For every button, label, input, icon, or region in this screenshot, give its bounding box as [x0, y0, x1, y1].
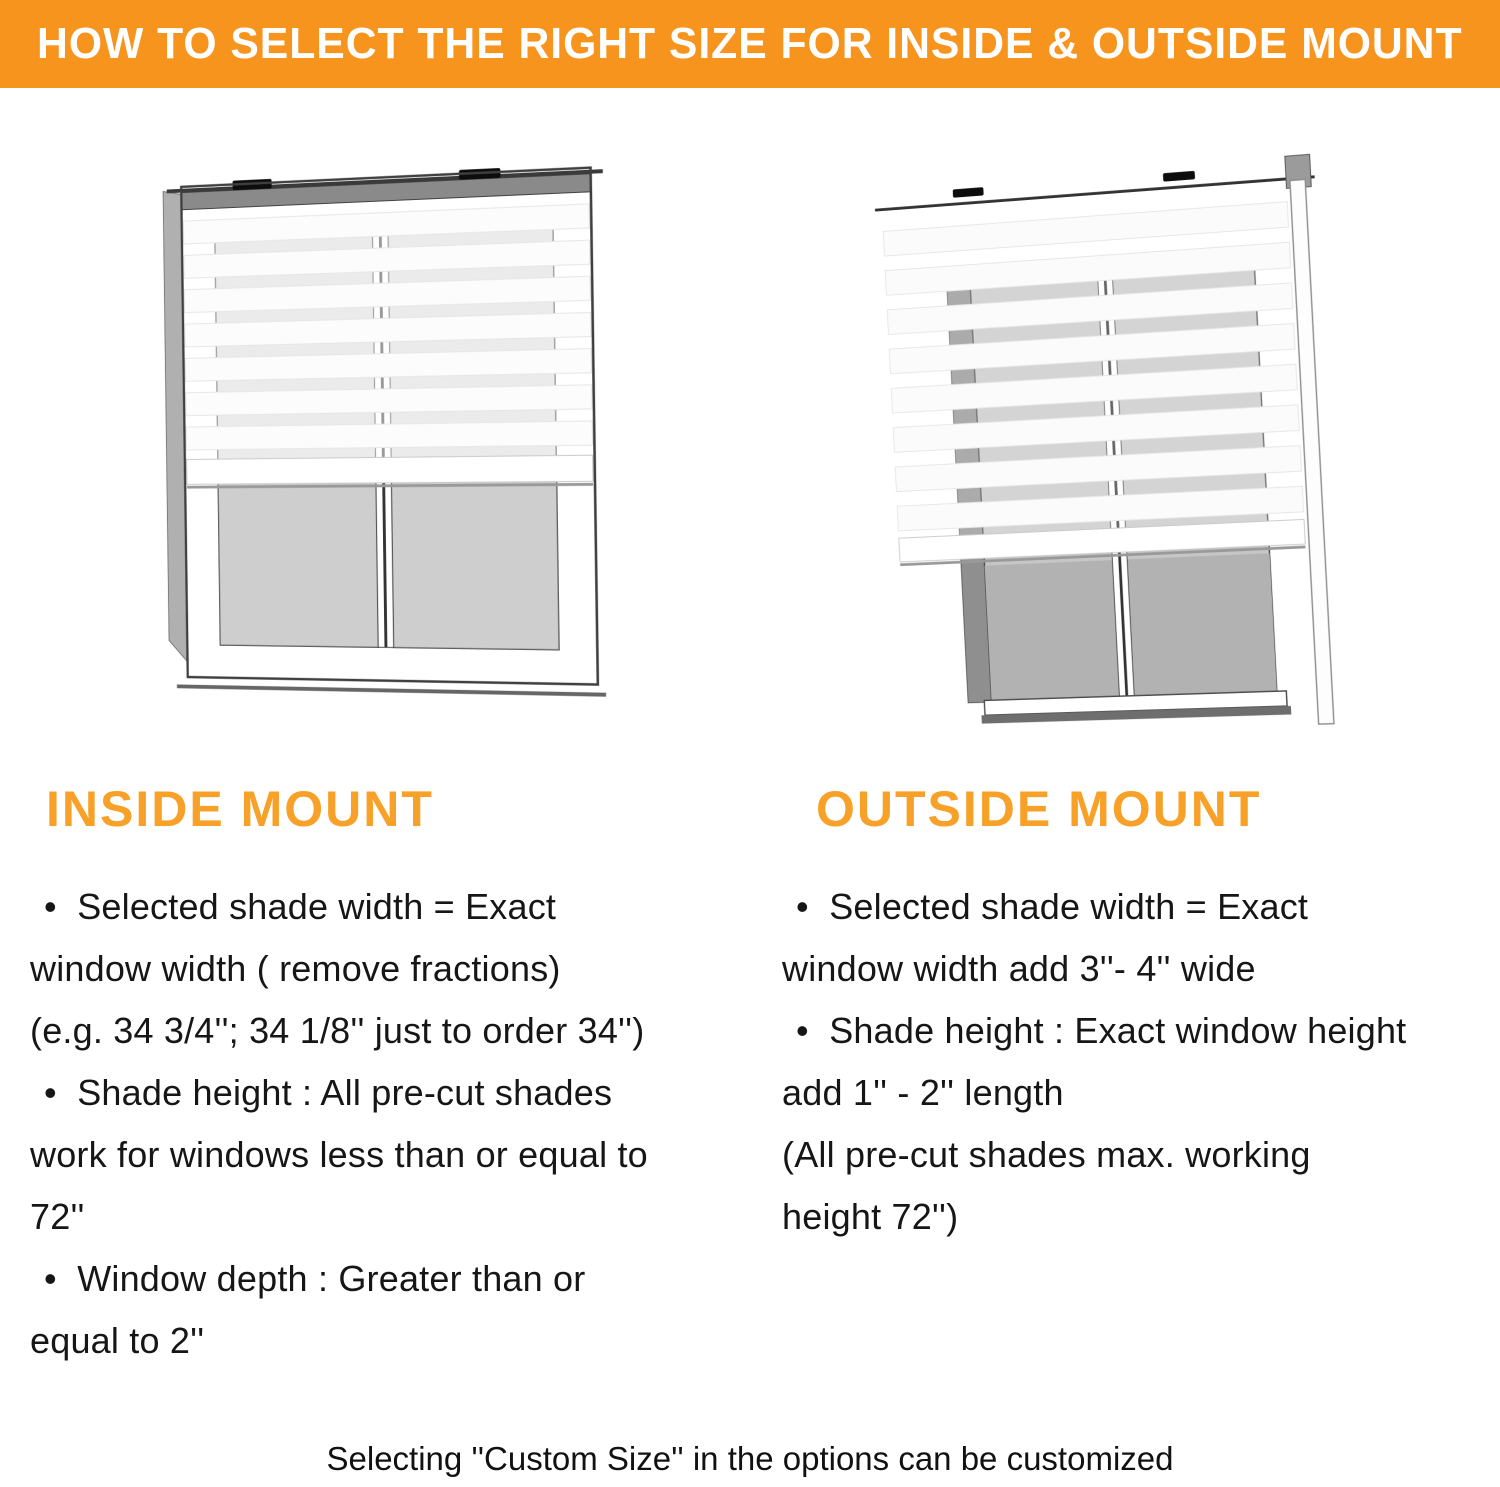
- zebra-shade: [183, 196, 593, 487]
- bullet-line: • Shade height : All pre-cut shades: [44, 1072, 613, 1113]
- footer-note: Selecting ''Custom Size'' in the options can be customized: [326, 1440, 1174, 1477]
- outside-mount-window-drawing: [864, 124, 1357, 772]
- inside-mount-window-drawing: [159, 140, 619, 713]
- footer: [0, 1440, 1500, 1478]
- text-line: equal to 2'': [30, 1320, 205, 1361]
- inside-mount-heading: INSIDE MOUNT: [46, 781, 434, 837]
- bullet-line: • Shade height : Exact window height: [796, 1010, 1407, 1051]
- outside-mount-heading: OUTSIDE MOUNT: [816, 781, 1262, 837]
- text-line: add 1'' - 2'' length: [782, 1072, 1064, 1113]
- header-banner: [0, 0, 1500, 88]
- text-line: work for windows less than or equal to: [30, 1134, 648, 1175]
- inside-mount-window-illustration: [159, 140, 619, 713]
- bullet-line: • Selected shade width = Exact: [44, 886, 557, 927]
- bullet-line: • Window depth : Greater than or: [44, 1258, 586, 1299]
- text-line: (e.g. 34 3/4''; 34 1/8'' just to order 34''): [30, 1010, 645, 1051]
- outside-mount-instructions: [782, 876, 1482, 1248]
- text-line: window width ( remove fractions): [30, 948, 561, 989]
- inside-mount-instructions: [30, 876, 750, 1372]
- text-line: window width add 3''- 4'' wide: [782, 948, 1256, 989]
- outside-mount-window-illustration: [864, 124, 1357, 772]
- text-line: 72'': [30, 1196, 85, 1237]
- bullet-line: • Selected shade width = Exact: [796, 886, 1309, 927]
- zebra-shade: [883, 200, 1305, 565]
- text-line: height 72''): [782, 1196, 959, 1237]
- page-title: HOW TO SELECT THE RIGHT SIZE FOR INSIDE & OUTSIDE MOUNT: [37, 19, 1463, 68]
- text-line: (All pre-cut shades max. working: [782, 1134, 1311, 1175]
